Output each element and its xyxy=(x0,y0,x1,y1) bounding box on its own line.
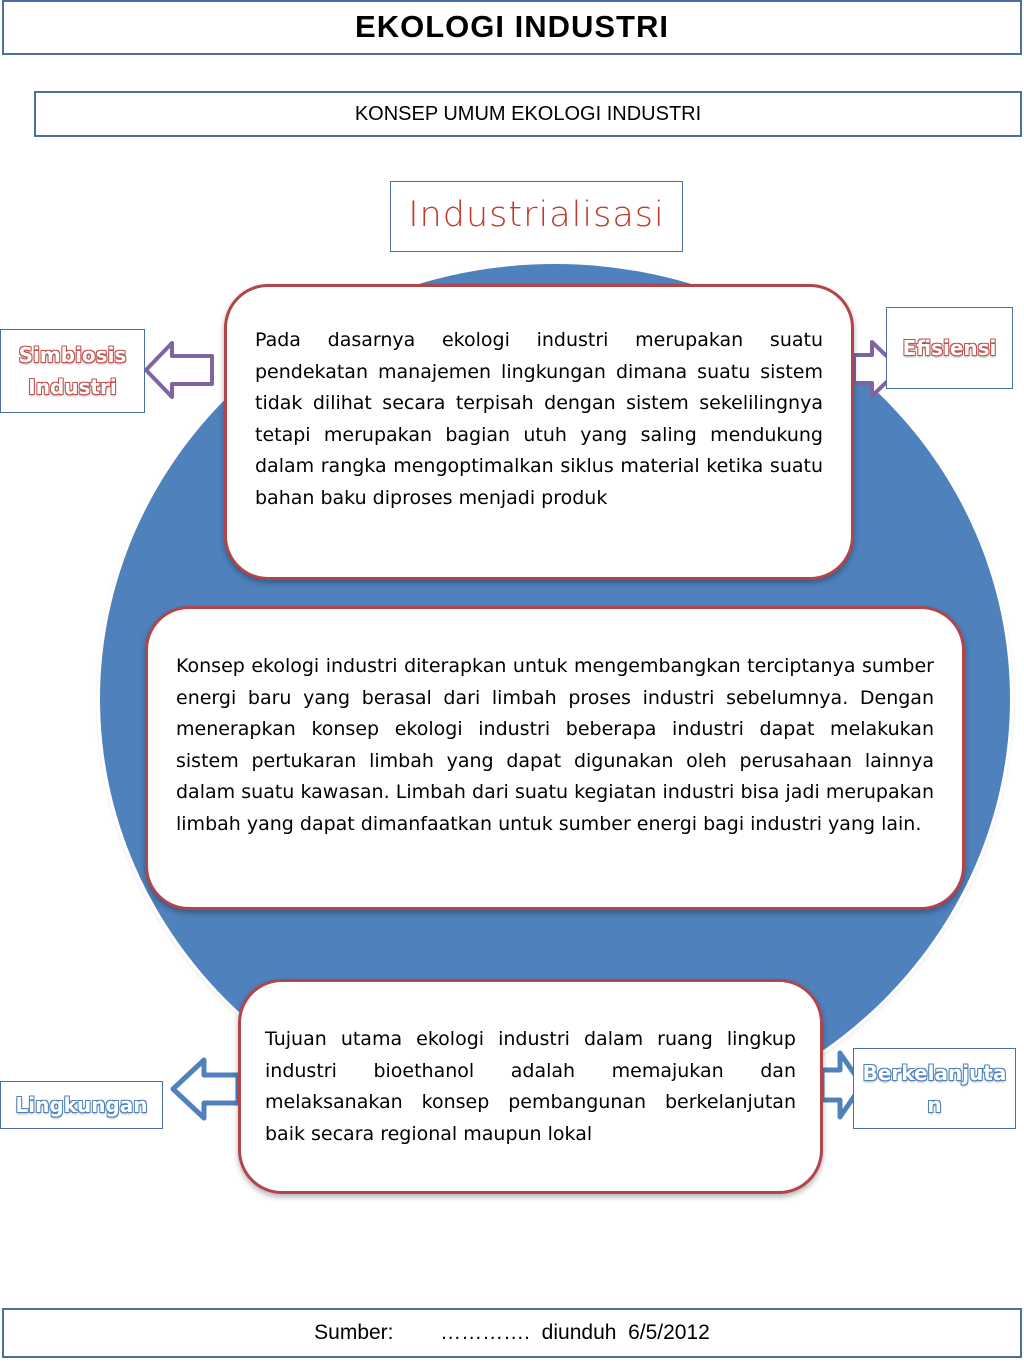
concept-card-2 xyxy=(145,606,965,910)
concept-card-1 xyxy=(224,284,854,580)
side-label-lingkungan xyxy=(0,1081,163,1129)
side-label-berkelanjutan xyxy=(853,1048,1016,1129)
side-label-efisiensi xyxy=(886,307,1013,389)
page-title-box xyxy=(2,0,1022,55)
page-title: EKOLOGI INDUSTRI xyxy=(355,9,669,44)
side-label-simbiosis xyxy=(0,329,145,413)
efisiensi-label: Efisiensi xyxy=(902,336,997,360)
arrow-left-top-icon xyxy=(142,339,216,401)
page-subtitle: KONSEP UMUM EKOLOGI INDUSTRI xyxy=(354,103,702,125)
center-label-box xyxy=(390,181,683,252)
simbiosis-label: Simbiosis Industri xyxy=(18,343,127,399)
concept-card-3 xyxy=(238,979,823,1194)
concept-card-3-text: Tujuan utama ekologi industri dalam ruang lingkup industri bioethanol adalah memajukan dan melaksanakan konsep pembangunan berkelanjutan baik secara regional maupun lokal xyxy=(265,1028,796,1145)
lingkungan-label: Lingkungan xyxy=(15,1093,148,1117)
concept-card-2-text: Konsep ekologi industri diterapkan untuk mengembangkan terciptanya sumber energi baru yang berasal dari limbah proses industri sebelumnya. Dengan menerapkan konsep ekologi industri beberapa industri dapat melakukan sistem pertukaran limbah yang dapat digunakan oleh perusahaan lainnya dalam suatu kawasan. Limbah dari suatu kegiatan industri bisa jadi merupakan limbah yang dapat dimanfaatkan untuk sumber energi bagi industri yang lain. xyxy=(176,655,934,835)
footer-box xyxy=(2,1308,1022,1358)
arrow-left-bottom-icon xyxy=(168,1055,242,1123)
center-label: Industrialisasi xyxy=(408,195,665,235)
berkelanjutan-label: Berkelanjutan xyxy=(862,1060,1007,1117)
concept-card-1-text: Pada dasarnya ekologi industri merupakan suatu pendekatan manajemen lingkungan dimana suatu sistem tidak dilihat secara terpisah dengan sistem sekelilingnya tetapi merupakan bagian utuh yang saling mendukung dalam rangka mengoptimalkan siklus material ketika suatu bahan baku diproses menjadi produk xyxy=(255,329,823,509)
subtitle-box xyxy=(34,91,1022,137)
footer-source: Sumber: …………. diunduh 6/5/2012 xyxy=(314,1321,710,1344)
